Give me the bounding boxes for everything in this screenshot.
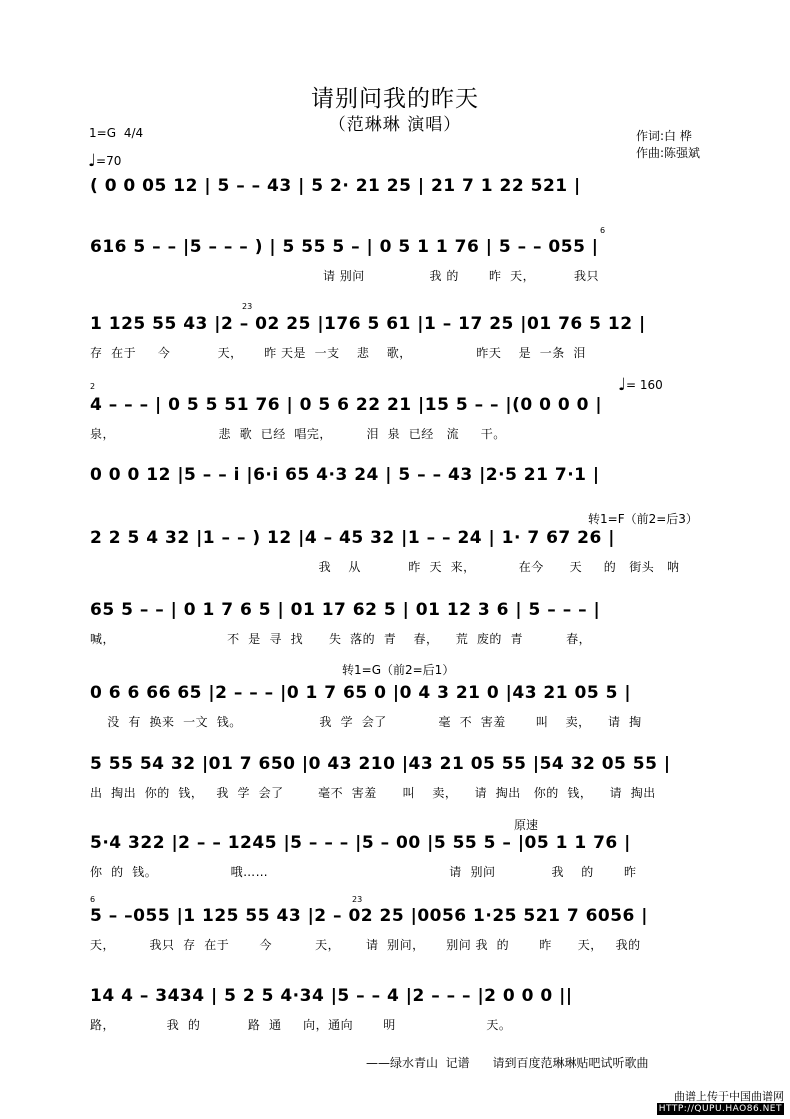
notation-line: 4 – – – | 0 5 5 51 76 | 0 5 6 22 21 |15 5 – – |(0 0 0 0 |	[90, 395, 603, 415]
grace-mark: 6	[600, 226, 606, 235]
time-signature: 4/4	[123, 126, 144, 140]
tempo-marking	[88, 153, 121, 170]
lyricist: 作词:白 桦	[636, 129, 692, 143]
lyrics-line: 你 的 钱。 哦…… 请 别问 我 的 昨	[90, 865, 637, 879]
notation-line: 65 5 – – | 0 1 7 6 5 | 01 17 62 5 | 01 12 3 6 | 5 – – – |	[90, 600, 601, 620]
quarter-note-icon: ♩	[88, 151, 97, 171]
watermark-url: HTTP://QUPU.HAO86.NET	[658, 1104, 782, 1114]
notation-line: 0 0 0 12 |5 – – i |6·i 65 4·3 24 | 5 – – 43 |2·5 21 7·1 |	[90, 465, 600, 485]
notation-line: ( 0 0 05 12 | 5 – – 43 | 5 2· 21 25 | 21 7 1 22 521 |	[90, 176, 581, 196]
notation-line: 5 55 54 32 |01 7 650 |0 43 210 |43 21 05 55 |54 32 05 55 |	[90, 754, 671, 774]
watermark	[657, 1091, 784, 1115]
credits	[636, 128, 700, 162]
lyrics-line: 泉， 悲 歌 已经 唱完， 泪 泉 已经 流 干。	[90, 427, 506, 441]
song-subtitle: （范琳琳 演唱）	[328, 115, 462, 135]
quarter-note-icon: ♩	[618, 375, 627, 395]
notation-line: 1 125 55 43 |2 – 02 25 |176 5 61 |1 – 17 25 |01 76 5 12 |	[90, 314, 646, 334]
notation-line: 5·4 322 |2 – – 1245 |5 – – – |5 – 00 |5 55 5 – |05 1 1 76 |	[90, 833, 631, 853]
lyrics-line: 我 从 昨 天 来， 在今 天 的 街头 呐	[90, 560, 680, 574]
notation-line: 616 5 – – |5 – – – ) | 5 55 5 – | 0 5 1 1 76 | 5 – – 055 |	[90, 237, 599, 257]
grace-mark: 23	[352, 895, 363, 904]
lyrics-line: 路， 我 的 路 通 向，通向 明 天。	[90, 1018, 512, 1032]
lyrics-line: 没 有 换来 一文 钱。 我 学 会了 毫 不 害羞 叫 卖， 请 掏	[90, 715, 642, 729]
footer-credits	[366, 1054, 649, 1071]
a-tempo-label: 原速	[514, 818, 539, 832]
grace-mark: 6	[90, 895, 96, 904]
key-label: 1=G	[89, 126, 116, 140]
tempo-change-value: = 160	[626, 378, 663, 392]
transcriber: ——绿水青山 记谱	[366, 1056, 470, 1070]
grace-mark: 23	[242, 302, 253, 311]
lyrics-line: 出 掏出 你的 钱， 我 学 会了 毫不 害羞 叫 卖， 请 掏出 你的 钱， 请 掏出	[90, 786, 656, 800]
notation-line: 0 6 6 66 65 |2 – – – |0 1 7 65 0 |0 4 3 21 0 |43 21 05 5 |	[90, 683, 632, 703]
key-time-signature	[89, 126, 143, 140]
song-title: 请别问我的昨天	[311, 86, 479, 112]
modulation-g-label: 转1=G（前2=后1）	[342, 663, 455, 677]
lyrics-line: 存 在于 今 天， 昨 天是 一支 悲 歌， 昨天 是 一条 泪	[90, 346, 586, 360]
watermark-text: 曲谱上传于中国曲谱网	[674, 1090, 784, 1103]
lyrics-line: 喊， 不 是 寻 找 失 落的 青 春， 荒 废的 青 春，	[90, 632, 592, 646]
modulation-f-label: 转1=F（前2=后3）	[588, 512, 698, 526]
composer: 作曲:陈强斌	[636, 146, 701, 160]
notation-line: 2 2 5 4 32 |1 – – ) 12 |4 – 45 32 |1 – – 24 | 1· 7 67 26 |	[90, 528, 615, 548]
notation-line: 14 4 – 3434 | 5 2 5 4·34 |5 – – 4 |2 – – – |2 0 0 0 ||	[90, 986, 573, 1006]
lyrics-line: 请 别问 我 的 昨 天， 我只	[90, 269, 599, 283]
listen-note: 请到百度范琳琳贴吧试听歌曲	[492, 1056, 649, 1070]
tempo-value: =70	[96, 154, 122, 168]
notation-line: 5 – –055 |1 125 55 43 |2 – 02 25 |0056 1·25 521 7 6056 |	[90, 906, 649, 926]
grace-mark: 2	[90, 382, 96, 391]
lyrics-line: 天， 我只 存 在于 今 天， 请 别问， 别问 我 的 昨 天， 我的	[90, 938, 641, 952]
tempo-change-marking	[618, 377, 663, 394]
